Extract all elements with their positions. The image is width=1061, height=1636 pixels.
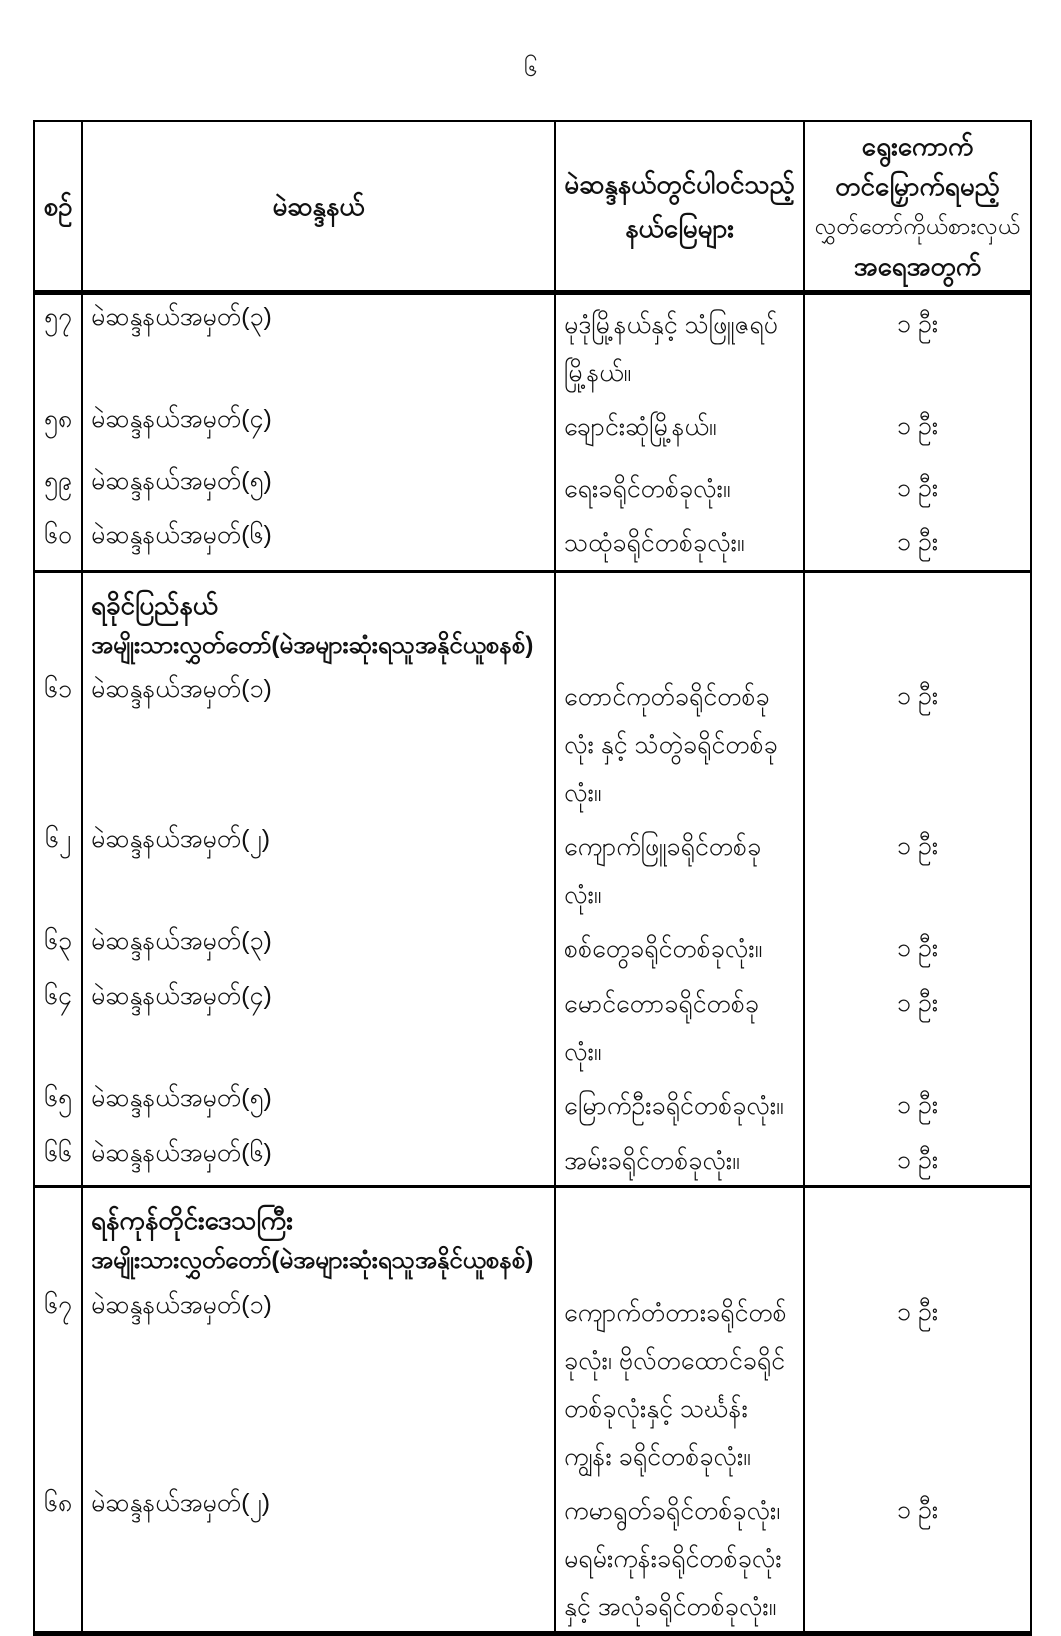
cell-serial: ၆၇ bbox=[34, 1283, 82, 1481]
cell-serial: ၆၄ bbox=[34, 974, 82, 1076]
section-voting-system: အမျိုးသားလွှတ်တော်(မဲအများဆုံးရသူအနိုင်ယူစနစ်) bbox=[91, 1247, 534, 1274]
cell-constituency: မဲဆန္ဒနယ်အမှတ်(၃) bbox=[82, 293, 555, 398]
cell-empty bbox=[555, 571, 804, 667]
table-row bbox=[34, 974, 1031, 1076]
cell-empty bbox=[804, 1187, 1031, 1283]
cell-serial: ၅၇ bbox=[34, 293, 82, 398]
page-number: ၆ bbox=[523, 55, 538, 82]
cell-areas: မြောက်ဦးခရိုင်တစ်ခုလုံး။ bbox=[555, 1076, 804, 1131]
cell-serial: ၆၃ bbox=[34, 919, 82, 974]
section-region-name: ရခိုင်ပြည်နယ် bbox=[91, 589, 219, 620]
constituency-table bbox=[33, 120, 1032, 1636]
cell-serial: ၆၁ bbox=[34, 667, 82, 817]
header-reps-line1: ရွေးကောက် bbox=[861, 131, 974, 161]
cell-constituency: မဲဆန္ဒနယ်အမှတ်(၅) bbox=[82, 1076, 555, 1131]
table-row bbox=[34, 667, 1031, 817]
cell-representative-count: ၁ ဦး bbox=[804, 1131, 1031, 1187]
cell-empty bbox=[34, 571, 82, 667]
cell-representative-count: ၁ ဦး bbox=[804, 1481, 1031, 1634]
header-reps-line3: လွှတ်တော်ကိုယ်စားလှယ် bbox=[814, 213, 1021, 239]
cell-representative-count: ၁ ဦး bbox=[804, 1076, 1031, 1131]
cell-constituency: မဲဆန္ဒနယ်အမှတ်(၄) bbox=[82, 397, 555, 459]
cell-areas: မောင်တောခရိုင်တစ်ခုလုံး။ bbox=[555, 974, 804, 1076]
cell-empty bbox=[34, 1187, 82, 1283]
cell-constituency: မဲဆန္ဒနယ်အမှတ်(၁) bbox=[82, 1283, 555, 1481]
cell-serial: ၆၀ bbox=[34, 513, 82, 571]
cell-representative-count: ၁ ဦး bbox=[804, 817, 1031, 919]
cell-areas: ရေးခရိုင်တစ်ခုလုံး။ bbox=[555, 459, 804, 513]
cell-constituency: မဲဆန္ဒနယ်အမှတ်(၄) bbox=[82, 974, 555, 1076]
cell-areas: အမ်းခရိုင်တစ်ခုလုံး။ bbox=[555, 1131, 804, 1187]
cell-constituency: မဲဆန္ဒနယ်အမှတ်(၆) bbox=[82, 1131, 555, 1187]
cell-representative-count: ၁ ဦး bbox=[804, 459, 1031, 513]
cell-areas: သထုံခရိုင်တစ်ခုလုံး။ bbox=[555, 513, 804, 571]
section-title bbox=[82, 1187, 555, 1283]
header-reps-line4: အရေအတွက် bbox=[853, 251, 982, 281]
header-representatives bbox=[804, 121, 1031, 293]
section-voting-system: အမျိုးသားလွှတ်တော်(မဲအများဆုံးရသူအနိုင်ယူစနစ်) bbox=[91, 631, 534, 659]
cell-areas: ချောင်းဆုံမြို့နယ်။ bbox=[555, 397, 804, 459]
header-serial: စဉ် bbox=[34, 121, 82, 293]
cell-constituency: မဲဆန္ဒနယ်အမှတ်(၂) bbox=[82, 817, 555, 919]
table-row bbox=[34, 1283, 1031, 1481]
cell-serial: ၆၈ bbox=[34, 1481, 82, 1634]
table-row bbox=[34, 397, 1031, 459]
header-areas: မဲဆန္ဒနယ်တွင်ပါဝင်သည့် နယ်မြေများ bbox=[555, 121, 804, 293]
cell-constituency: မဲဆန္ဒနယ်အမှတ်(၁) bbox=[82, 667, 555, 817]
cell-constituency: မဲဆန္ဒနယ်အမှတ်(၃) bbox=[82, 919, 555, 974]
cell-areas: စစ်တွေခရိုင်တစ်ခုလုံး။ bbox=[555, 919, 804, 974]
cell-serial: ၅၉ bbox=[34, 459, 82, 513]
table-header-row bbox=[34, 121, 1031, 293]
cell-representative-count: ၁ ဦး bbox=[804, 667, 1031, 817]
cell-empty bbox=[555, 1187, 804, 1283]
section-region-name: ရန်ကုန်တိုင်းဒေသကြီး bbox=[91, 1205, 293, 1235]
table-row bbox=[34, 817, 1031, 919]
cell-areas: တောင်ကုတ်ခရိုင်တစ်ခုလုံး နှင့် သံတွဲခရိုင်တစ်ခုလုံး။ bbox=[555, 667, 804, 817]
cell-representative-count: ၁ ဦး bbox=[804, 919, 1031, 974]
section-header-row bbox=[34, 1187, 1031, 1283]
cell-representative-count: ၁ ဦး bbox=[804, 1283, 1031, 1481]
cell-areas: ကျောက်ဖြူခရိုင်တစ်ခုလုံး။ bbox=[555, 817, 804, 919]
table-row bbox=[34, 459, 1031, 513]
cell-serial: ၆၂ bbox=[34, 817, 82, 919]
table-row bbox=[34, 1131, 1031, 1187]
cell-serial: ၆၅ bbox=[34, 1076, 82, 1131]
cell-constituency: မဲဆန္ဒနယ်အမှတ်(၂) bbox=[82, 1481, 555, 1634]
section-title bbox=[82, 571, 555, 667]
cell-representative-count: ၁ ဦး bbox=[804, 397, 1031, 459]
cell-empty bbox=[804, 571, 1031, 667]
table-row bbox=[34, 1481, 1031, 1634]
cell-serial: ၅၈ bbox=[34, 397, 82, 459]
cell-serial: ၆၆ bbox=[34, 1131, 82, 1187]
table-row bbox=[34, 919, 1031, 974]
cell-representative-count: ၁ ဦး bbox=[804, 513, 1031, 571]
table-row bbox=[34, 293, 1031, 398]
cell-areas: ကမာရွတ်ခရိုင်တစ်ခုလုံး၊ မရမ်းကုန်းခရိုင်တစ်ခုလုံး နှင့် အလုံခရိုင်တစ်ခုလုံး။ bbox=[555, 1481, 804, 1634]
cell-representative-count: ၁ ဦး bbox=[804, 974, 1031, 1076]
table-row bbox=[34, 1076, 1031, 1131]
cell-constituency: မဲဆန္ဒနယ်အမှတ်(၅) bbox=[82, 459, 555, 513]
cell-representative-count: ၁ ဦး bbox=[804, 293, 1031, 398]
cell-areas: ကျောက်တံတားခရိုင်တစ် ခုလုံး၊ ဗိုလ်တထောင်ခရိုင် တစ်ခုလုံးနှင့် သင်္ဃန်းကျွန်း ခရိုင်တစ်ခုလုံး။ bbox=[555, 1283, 804, 1481]
header-reps-line2: တင်မြှောက်ရမည့် bbox=[835, 171, 1000, 201]
cell-constituency: မဲဆန္ဒနယ်အမှတ်(၆) bbox=[82, 513, 555, 571]
section-header-row bbox=[34, 571, 1031, 667]
header-constituency: မဲဆန္ဒနယ် bbox=[82, 121, 555, 293]
cell-areas: မုဒုံမြို့နယ်နှင့် သံဖြူဇရပ် မြို့နယ်။ bbox=[555, 293, 804, 398]
table-row bbox=[34, 513, 1031, 571]
